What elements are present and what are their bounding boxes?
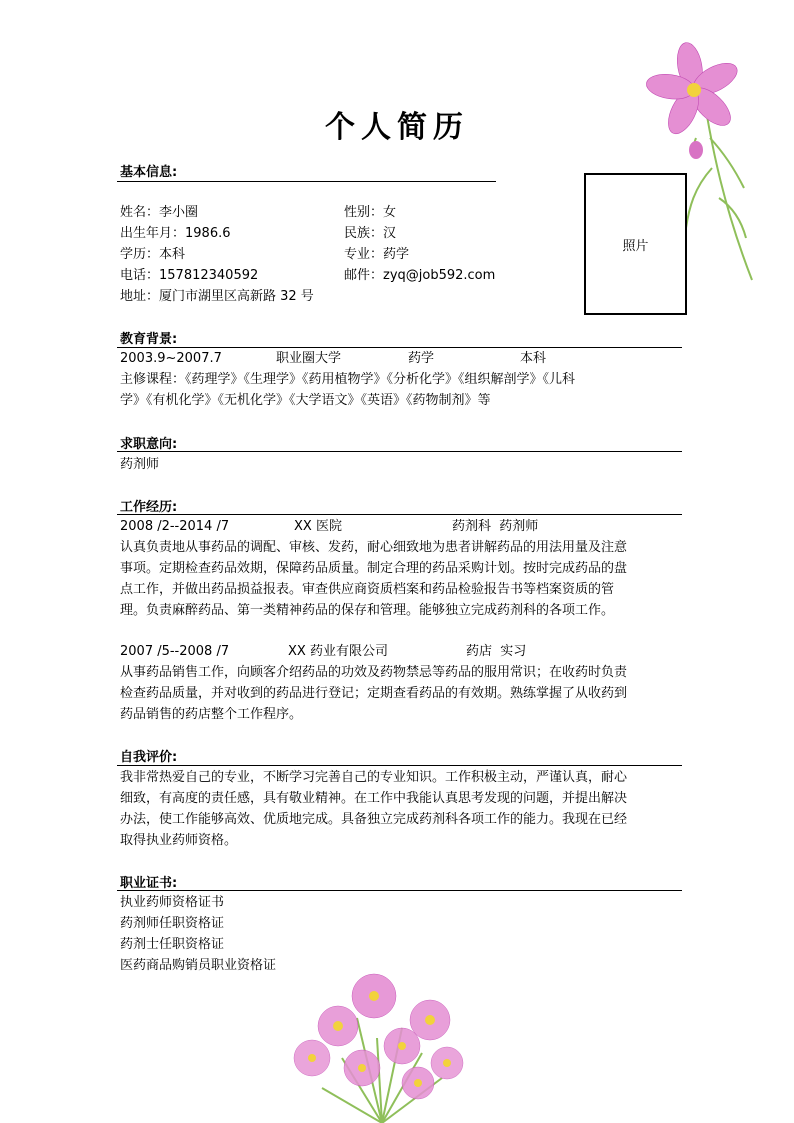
- job-company: XX 医院: [294, 519, 342, 534]
- self-eval-divider: [117, 765, 682, 766]
- basic-ethnicity: 民族：汉: [344, 226, 397, 241]
- self-eval-line: 细致，有高度的责任感，具有敬业精神。在工作中我能认真思考发现的问题，并提出解决: [120, 791, 628, 806]
- basic-phone: 电话：157812340592: [120, 268, 259, 283]
- job-period: 2007 /5--2008 /7: [120, 644, 230, 659]
- job-description-line: 点工作，并做出药品损益报表。审查供应商资质档案和药品检验报告书等档案资质的管: [120, 582, 615, 597]
- photo-placeholder: [584, 173, 687, 315]
- self-eval-line: 我非常热爱自己的专业，不断学习完善自己的专业知识。工作积极主动，严谨认真，耐心: [120, 770, 628, 785]
- education-heading: 教育背景:: [120, 332, 178, 347]
- basic-name: 姓名：李小圈: [120, 205, 199, 220]
- job-role: 药店 实习: [466, 644, 527, 659]
- job-description-line: 从事药品销售工作，向顾客介绍药品的功效及药物禁忌等药品的服用常识；在收药时负责: [120, 665, 628, 680]
- cert-item: 执业药师资格证书: [120, 895, 225, 910]
- cert-item: 医药商品购销员职业资格证: [120, 958, 277, 973]
- education-school: 职业圈大学: [276, 351, 342, 366]
- job-role: 药剂科 药剂师: [452, 519, 539, 534]
- work-heading: 工作经历:: [120, 500, 178, 515]
- self-eval-line: 办法，使工作能够高效、优质地完成。具备独立完成药剂科各项工作的能力。我现在已经: [120, 812, 628, 827]
- photo-label: 照片: [622, 238, 649, 254]
- basic-education: 学历：本科: [120, 247, 186, 262]
- job-description-line: 认真负责地从事药品的调配、审核、发药，耐心细致地为患者讲解药品的用法用量及注意: [120, 540, 628, 555]
- work-divider: [117, 514, 682, 515]
- self-eval-line: 取得执业药师资格。: [120, 833, 238, 848]
- certs-heading: 职业证书:: [120, 876, 178, 891]
- job-description-line: 理。负责麻醉药品、第一类精神药品的保存和管理。能够独立完成药剂科的各项工作。: [120, 603, 615, 618]
- objective-heading: 求职意向:: [120, 437, 178, 452]
- objective-divider: [117, 451, 682, 452]
- education-major: 药学: [408, 351, 435, 366]
- objective-value: 药剂师: [120, 457, 160, 472]
- job-description-line: 药品销售的药店整个工作程序。: [120, 707, 303, 722]
- basic-info-heading: 基本信息:: [120, 165, 178, 180]
- flower-bouquet-decoration: [282, 968, 482, 1123]
- self-eval-heading: 自我评价:: [120, 750, 178, 765]
- cert-item: 药剂师任职资格证: [120, 916, 225, 931]
- basic-email: 邮件：zyq@job592.com: [344, 268, 496, 283]
- cert-item: 药剂士任职资格证: [120, 937, 225, 952]
- basic-info-divider: [117, 181, 496, 182]
- education-degree: 本科: [520, 351, 547, 366]
- basic-gender: 性别：女: [344, 205, 397, 220]
- job-period: 2008 /2--2014 /7: [120, 519, 230, 534]
- job-company: XX 药业有限公司: [288, 644, 388, 659]
- certs-divider: [117, 890, 682, 891]
- job-description-line: 事项。定期检查药品效期，保障药品质量。制定合理的药品采购计划。按时完成药品的盘: [120, 561, 628, 576]
- basic-major: 专业：药学: [344, 247, 410, 262]
- basic-birth: 出生年月：1986.6: [120, 226, 231, 241]
- education-courses-line: 主修课程：《药理学》《生理学》《药用植物学》《分析化学》《组织解剖学》《儿科: [120, 372, 576, 387]
- page-title: 个人简历: [325, 110, 469, 145]
- education-courses-line: 学》《有机化学》《无机化学》《大学语文》《英语》《药物制剂》等: [120, 393, 491, 408]
- job-description-line: 检查药品质量，并对收到的药品进行登记；定期查看药品的有效期。熟练掌握了从收药到: [120, 686, 628, 701]
- education-period: 2003.9~2007.7: [120, 351, 222, 366]
- basic-address: 地址：厦门市湖里区高新路 32 号: [120, 289, 314, 304]
